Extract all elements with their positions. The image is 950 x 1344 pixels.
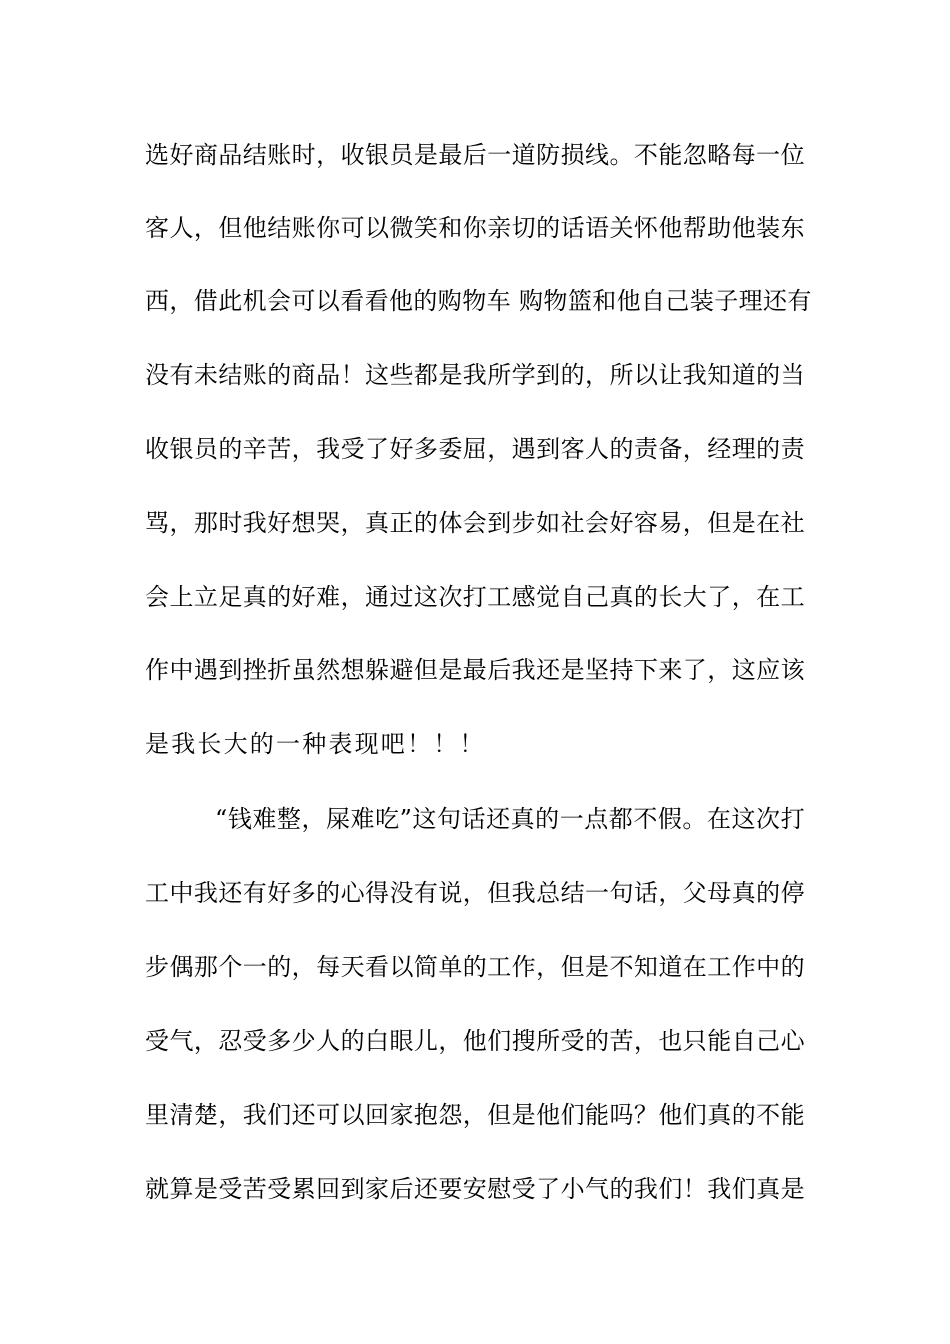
text-line: 选好商品结账时，收银员是最后一道防损线。不能忽略每一位 (145, 141, 805, 169)
text-line: 是我长大的一种表现吧！！！ (145, 730, 486, 758)
text-line: 收银员的辛苦，我受了好多委屈，遇到客人的责备，经理的责 (145, 435, 805, 463)
text-line: “钱难整，屎难吃”这句话还真的一点都不假。在这次打 (215, 805, 805, 833)
text-line: 受气，忍受多少人的白眼儿，他们搜所受的苦，也只能自己心 (145, 1027, 805, 1055)
text-line: 客人，但他结账你可以微笑和你亲切的话语关怀他帮助他装东 (145, 214, 805, 242)
text-line: 里清楚，我们还可以回家抱怨，但是他们能吗？他们真的不能 (145, 1101, 805, 1129)
text-line: 工中我还有好多的心得没有说，但我总结一句话，父母真的停 (145, 879, 805, 907)
text-line: 就算是受苦受累回到家后还要安慰受了小气的我们！我们真是 (145, 1175, 805, 1203)
text-line: 步偶那个一的，每天看以简单的工作，但是不知道在工作中的 (145, 953, 805, 981)
text-line: 没有未结账的商品！这些都是我所学到的，所以让我知道的当 (145, 361, 805, 389)
text-line: 西，借此机会可以看看他的购物车 购物篮和他自己装子理还有 (145, 287, 812, 315)
text-line: 会上立足真的好难，通过这次打工感觉自己真的长大了，在工 (145, 583, 805, 611)
text-line: 作中遇到挫折虽然想躲避但是最后我还是坚持下来了，这应该 (145, 656, 805, 684)
text-line: 骂，那时我好想哭，真正的体会到步如社会好容易，但是在社 (145, 509, 805, 537)
